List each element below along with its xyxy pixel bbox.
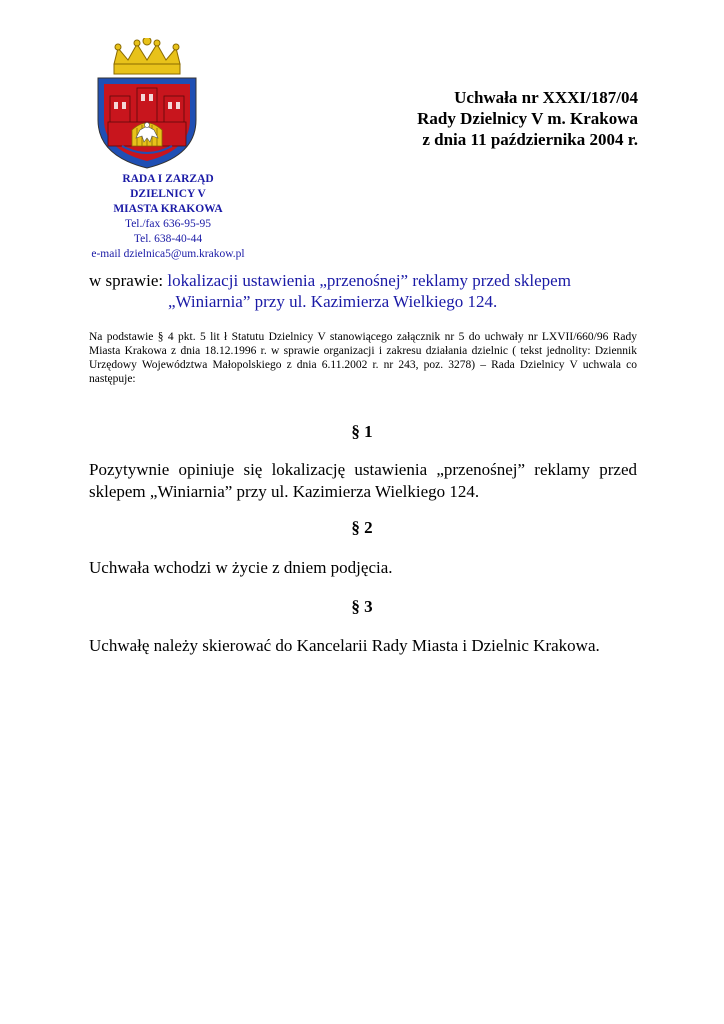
section-2-heading: § 2 <box>351 518 373 537</box>
org-email: e-mail dzielnica5@um.krakow.pl <box>91 248 245 260</box>
resolution-subject <box>89 270 649 312</box>
subject-lead: w sprawie: <box>89 271 168 290</box>
org-name-line3: MIASTA KRAKOWA <box>113 203 223 215</box>
section-3-text: Uchwałę należy skierować do Kancelarii Rady Miasta i Dzielnic Krakowa. <box>89 636 600 655</box>
org-name-line1: RADA I ZARZĄD <box>122 173 214 185</box>
organization-info <box>80 172 256 262</box>
legal-basis-text: Na podstawie § 4 pkt. 5 lit ł Statutu Dzielnicy V stanowiącego załącznik nr 5 do uchwały nr LXVII/660/96 Rady Miasta Krakowa z dnia 18.12.1996 r. w sprawie organizacji i zakresu działania dzielnic ( tekst jednolity: Dziennik Urzędowy Województwa Małopolskiego z dnia 6.11.2002 r. nr 243, poz. 3278) – Rada Dzielnicy V uchwala co następuje: <box>89 331 637 385</box>
org-phone-fax: Tel./fax 636-95-95 <box>124 218 212 230</box>
section-3-heading: § 3 <box>351 597 373 616</box>
subject-line2: „Winiarnia” przy ul. Kazimierza Wielkiego 124. <box>168 292 498 311</box>
org-name-line2: DZIELNICY V <box>130 188 206 200</box>
krakow-coat-of-arms-icon <box>92 38 202 170</box>
resolution-number: Uchwała nr XXXI/187/04 <box>454 88 638 107</box>
subject-line1: lokalizacji ustawienia „przenośnej” reklamy przed sklepem <box>167 271 571 290</box>
section-2-text: Uchwała wchodzi w życie z dniem podjęcia. <box>89 558 393 577</box>
section-1-heading: § 1 <box>351 422 373 441</box>
resolution-date: z dnia 11 października 2004 r. <box>422 130 638 149</box>
section-1-text: Pozytywnie opiniuje się lokalizację ustawienia „przenośnej” reklamy przed sklepem „Winiarnia” przy ul. Kazimierza Wielkiego 124. <box>89 460 637 501</box>
resolution-header <box>417 87 638 150</box>
org-phone: Tel. 638-40-44 <box>133 233 203 245</box>
resolution-council: Rady Dzielnicy V m. Krakowa <box>417 109 638 128</box>
